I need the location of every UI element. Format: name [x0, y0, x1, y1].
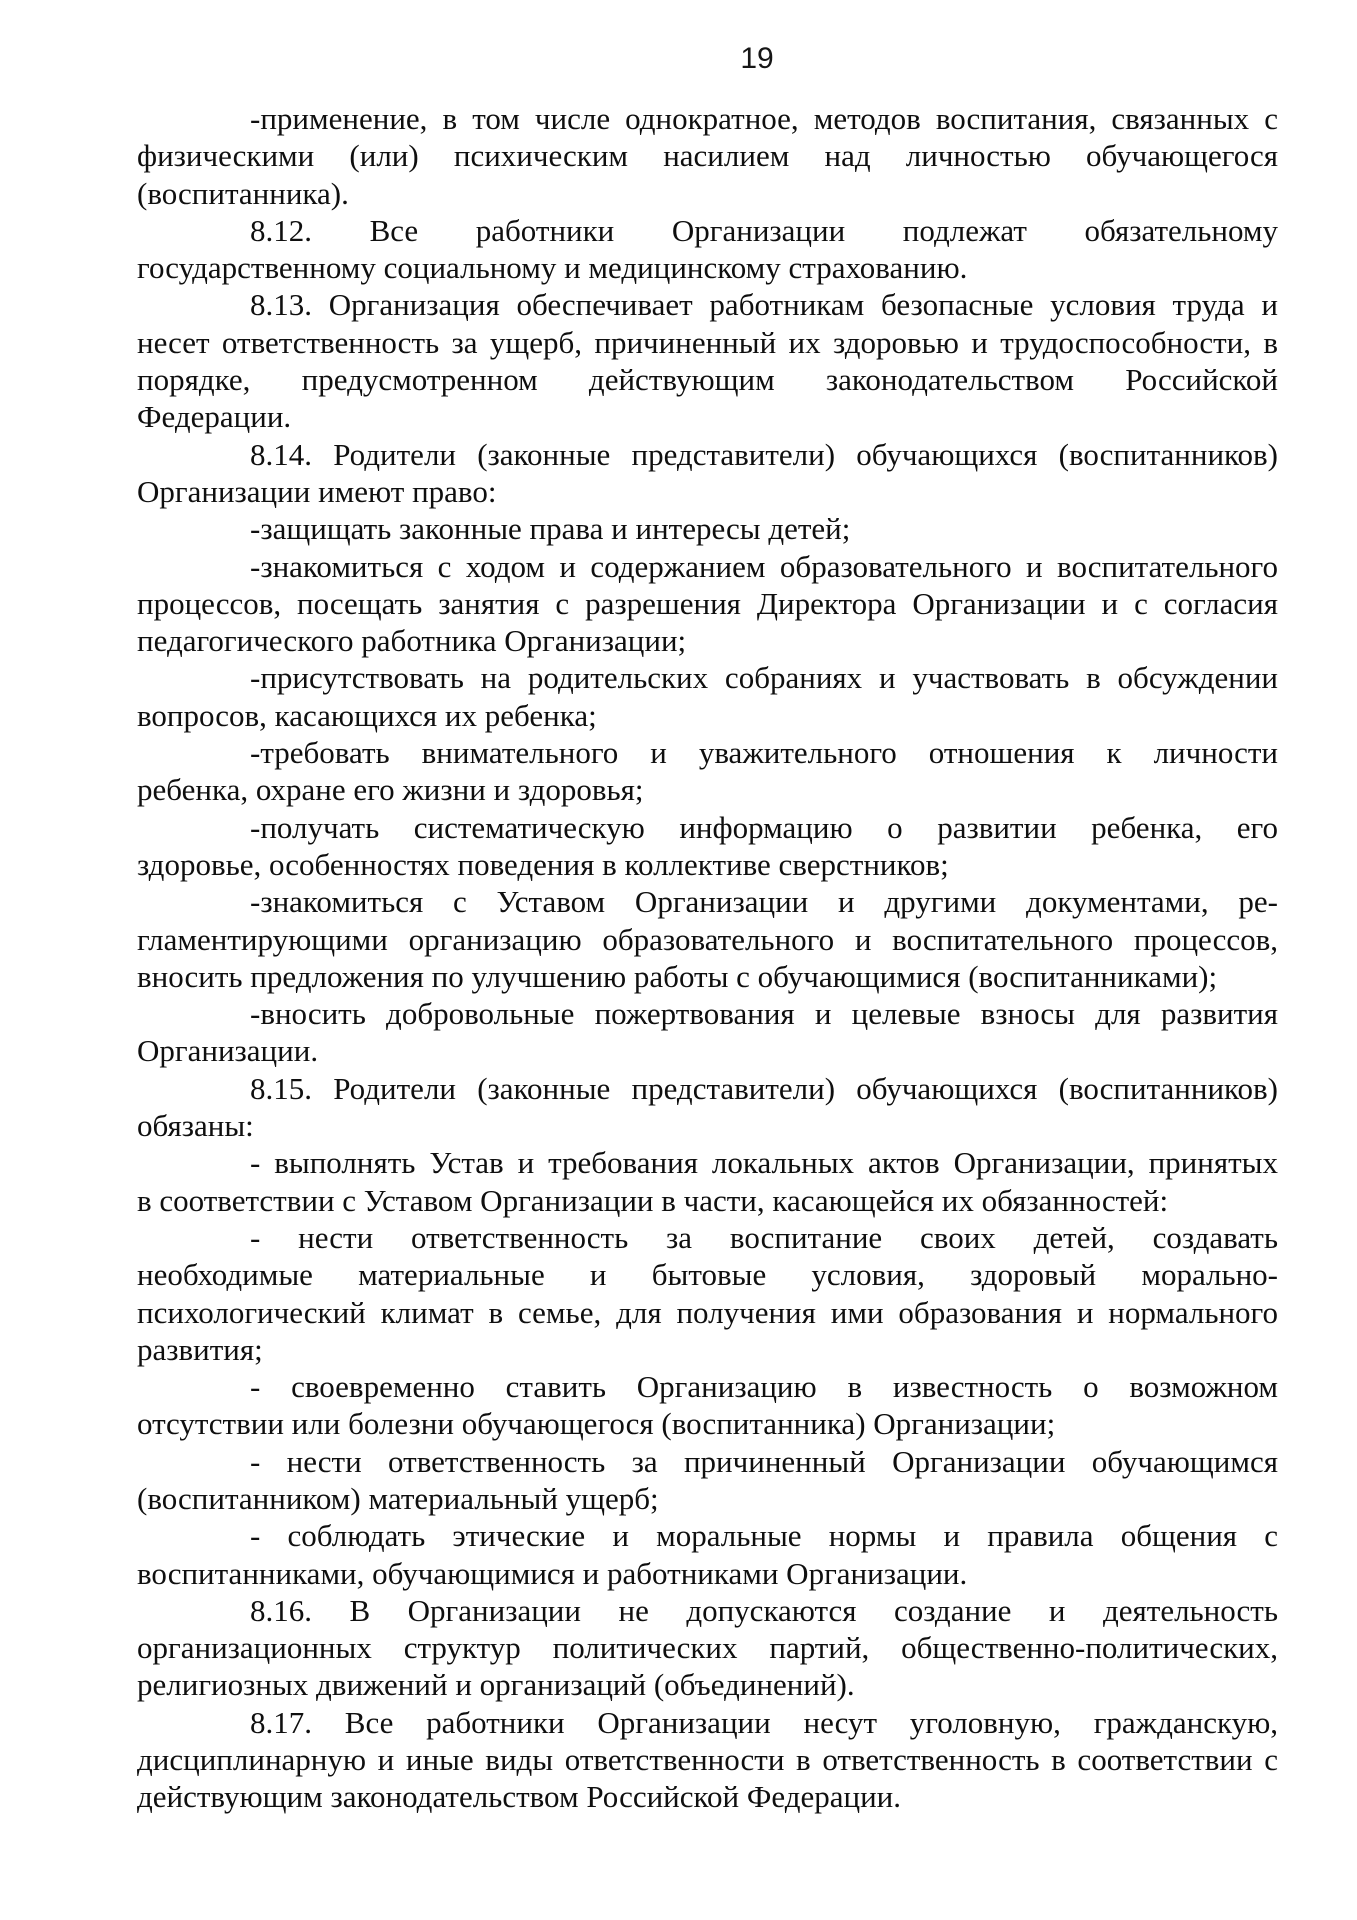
text-line: Федерации.: [137, 399, 292, 435]
text-line: - нести ответственность за причиненный Организации обучающимся: [250, 1443, 1278, 1479]
paragraph: [137, 1070, 1278, 1145]
text-line: физическими (или) психическим насилием над личностью обучающегося: [137, 138, 1278, 174]
text-line: вопросов, касающихся их ребенка;: [137, 697, 597, 733]
text-line: здоровье, особенностях поведения в коллективе сверстников;: [137, 846, 949, 882]
paragraph: [137, 1219, 1278, 1368]
text-line: 8.16. В Организации не допускаются создание и деятельность: [250, 1592, 1278, 1628]
text-line: вносить предложения по улучшению работы с обучающимися (воспитанниками);: [137, 958, 1218, 994]
text-line: в соответствии с Уставом Организации в части, касающейся их обязанностей:: [137, 1182, 1169, 1218]
paragraph: [137, 734, 1278, 809]
paragraph: [137, 436, 1278, 511]
paragraph: [137, 100, 1278, 212]
text-line: Организации имеют право:: [137, 473, 497, 509]
text-line: -присутствовать на родительских собраниях и участвовать в обсуждении: [250, 660, 1278, 696]
text-line: -применение, в том числе однократное, методов воспитания, связанных с: [250, 101, 1278, 136]
text-line: -знакомиться с ходом и содержанием образовательного и воспитательного: [250, 548, 1278, 584]
text-line: организационных структур политических партий, общественно-политических,: [137, 1630, 1278, 1666]
text-line: -вносить добровольные пожертвования и целевые взносы для развития: [250, 996, 1278, 1032]
paragraph: [137, 809, 1278, 884]
text-line: - выполнять Устав и требования локальных актов Организации, принятых: [250, 1145, 1278, 1181]
text-line: 8.14. Родители (законные представители) обучающихся (воспитанников): [250, 436, 1278, 472]
text-line: - соблюдать этические и моральные нормы и правила общения с: [250, 1518, 1278, 1554]
text-line: ребенка, охране его жизни и здоровья;: [137, 772, 644, 808]
text-line: религиозных движений и организаций (объединений).: [137, 1667, 855, 1703]
text-line: 8.13. Организация обеспечивает работникам безопасные условия труда и: [250, 287, 1278, 323]
text-line: - своевременно ставить Организацию в известность о возможном: [250, 1369, 1278, 1405]
text-line: порядке, предусмотренном действующим законодательством Российской: [137, 362, 1278, 398]
paragraph: [137, 1592, 1278, 1704]
text-line: -получать систематическую информацию о развитии ребенка, его: [250, 809, 1278, 845]
paragraph: [137, 659, 1278, 734]
text-line: 8.15. Родители (законные представители) обучающихся (воспитанников): [250, 1070, 1278, 1106]
paragraph: [137, 510, 1278, 547]
text-line: дисциплинарную и иные виды ответственности в ответственность в соответствии с: [137, 1742, 1278, 1778]
text-line: - нести ответственность за воспитание своих детей, создавать: [250, 1219, 1278, 1255]
paragraph: [137, 883, 1278, 995]
text-line: отсутствии или болезни обучающегося (воспитанника) Организации;: [137, 1406, 1056, 1442]
text-line: -требовать внимательного и уважительного отношения к личности: [250, 735, 1278, 771]
text-line: (воспитанника).: [137, 175, 349, 211]
paragraph: [137, 1368, 1278, 1443]
paragraph: [137, 212, 1278, 287]
paragraph: [137, 1704, 1278, 1816]
text-line: процессов, посещать занятия с разрешения Директора Организации и с согласия: [137, 585, 1278, 621]
text-line: психологический климат в семье, для получения ими образования и нормального: [137, 1294, 1278, 1330]
paragraph: [137, 286, 1278, 435]
paragraph: [137, 548, 1278, 660]
text-line: (воспитанником) материальный ущерб;: [137, 1480, 659, 1516]
text-line: 8.12. Все работники Организации подлежат обязательному: [250, 212, 1278, 248]
paragraph: [137, 1443, 1278, 1518]
text-line: 8.17. Все работники Организации несут уголовную, гражданскую,: [250, 1704, 1278, 1740]
text-line: обязаны:: [137, 1108, 254, 1144]
paragraph: [137, 1517, 1278, 1592]
text-line: -защищать законные права и интересы детей;: [250, 511, 851, 547]
text-line: действующим законодательством Российской Федерации.: [137, 1779, 902, 1815]
paragraph: [137, 995, 1278, 1070]
text-line: несет ответственность за ущерб, причиненный их здоровью и трудоспособности, в: [137, 324, 1278, 360]
text-line: необходимые материальные и бытовые условия, здоровый морально-: [137, 1257, 1278, 1293]
page-number: 19: [740, 42, 774, 75]
text-line: гламентирующими организацию образовательного и воспитательного процессов,: [137, 921, 1278, 957]
text-line: -знакомиться с Уставом Организации и другими документами, ре-: [250, 884, 1278, 920]
text-line: педагогического работника Организации;: [137, 623, 687, 659]
document-body: [137, 100, 1278, 1816]
text-line: воспитанниками, обучающимися и работниками Организации.: [137, 1555, 968, 1591]
text-line: Организации.: [137, 1033, 319, 1069]
text-line: развития;: [137, 1331, 263, 1367]
text-line: государственному социальному и медицинскому страхованию.: [137, 250, 968, 286]
paragraph: [137, 1144, 1278, 1219]
